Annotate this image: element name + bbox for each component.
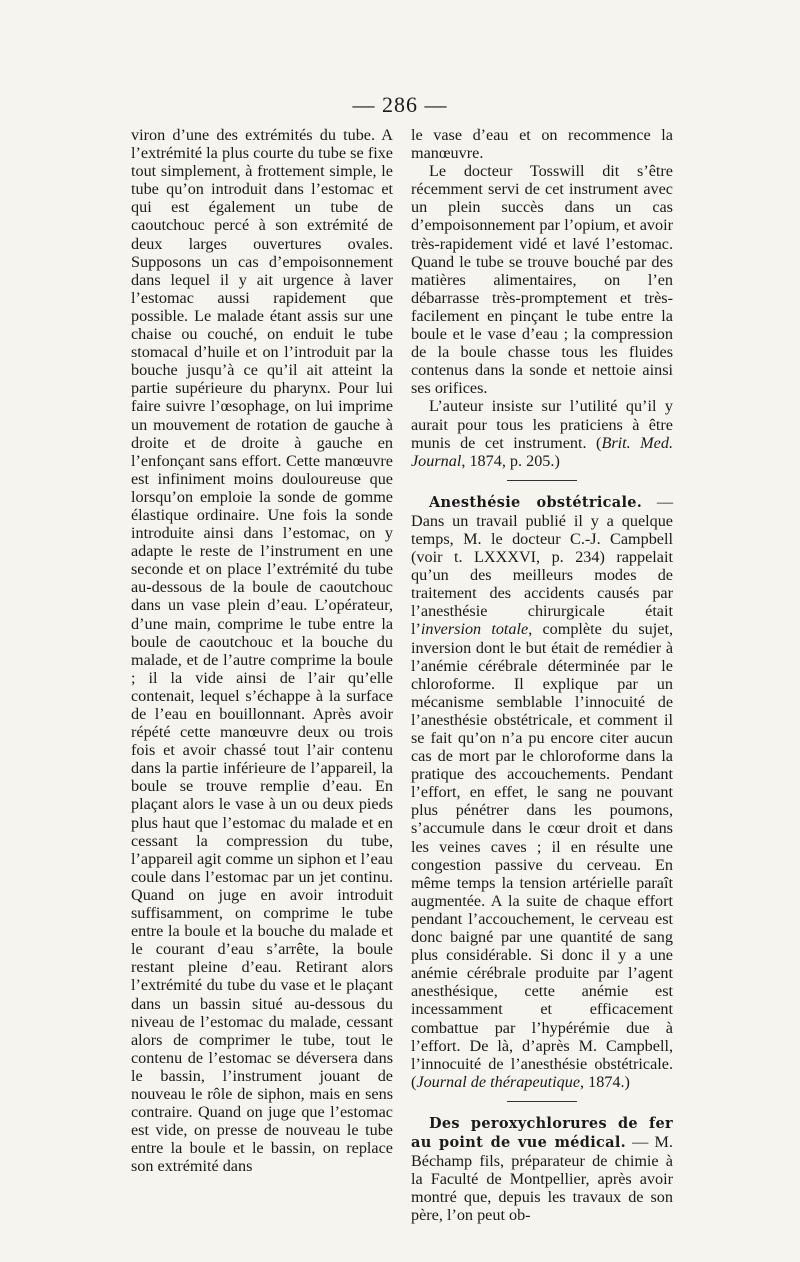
- section-text-2: , complète du sujet, inversion dont le but était de remédier à l’anémie cérébrale déterminée par le chloroforme. Il explique par un mécanisme semblable l’innocuité de l’anesthésie obstétricale, et comment il se fait qu’on n’a pu encore citer aucun cas de mort par le chloroforme dans la pratique des accouchements. Pendant l’effort, en effet, le sang ne pouvant plus pénétrer dans les poumons, s’accumule dans le cœur droit et dans les veines caves ; il en résulte une congestion passive du cerveau. En même temps la tension artérielle paraît augmentée. A la suite de chaque effort pendant l’accouchement, le cerveau est donc baigné par une quantité de sang plus considérable. Si donc il y a une anémie cérébrale produite par l’agent anesthésique, cette anémie est incessamment et efficacement combattue par l’hypérémie due à l’effort. De là, d’après M. Campbell, l’innocuité de l’anesthésie obstétricale. (: [411, 620, 673, 1091]
- left-paragraph: viron d’une des extrémités du tube. A l’extrémité la plus courte du tube se fixe tout simplement, à frottement simple, le tube qu’on introduit dans l’estomac et qui est également un tube de caoutchouc percé à son extrémité de deux larges ouvertures ovales. Supposons un cas d’empoisonnement dans lequel il y ait urgence à laver l’estomac aussi rapidement que possible. Le malade étant assis sur une chaise ou couché, on enduit le tube stomacal d’huile et on l’introduit par la bouche jusqu’à ce qu’il ait atteint la partie supérieure du pharynx. Pour lui faire suivre l’œsophage, on lui imprime un mouvement de rotation de gauche à droite et de droite à gauche en l’enfonçant sans effort. Cette manœuvre est infiniment moins douloureuse que lorsqu’on emploie la sonde de gomme élastique ordinaire. Une fois la sonde introduite ainsi dans l’estomac, on y adapte le reste de l’instrument en une seconde et on place l’extrémité du tube au-dessous de la boule de caoutchouc dans un vase plein d’eau. L’opérateur, d’une main, comprime le tube entre la boule de caoutchouc et la bouche du malade, et de l’autre comprime la boule ; il la vide ainsi de l’air qu’elle contenait, lequel s’échappe à la surface de l’eau en bouillonnant. Après avoir répété cette manœuvre deux ou trois fois et avoir chassé tout l’air contenu dans la partie inférieure de l’appareil, la boule se trouve remplie d’eau. En plaçant alors le vase à un ou deux pieds plus haut que l’estomac du malade et en cessant la compression du tube, l’appareil agit comme un siphon et l’eau coule dans l’estomac par un jet continu. Quand on juge en avoir introduit suffisamment, on comprime le tube entre la boule et la bouche du malade et le courant d’eau s’arrête, la boule restant pleine d’eau. Retirant alors l’extrémité du tube du vase et le plaçant dans un bassin situé au-dessous du niveau de l’estomac du malade, cessant alors de comprimer le tube, tout le contenu de l’estomac se déversera dans le bassin, l’instrument jouant de nouveau le rôle de siphon, mais en sens contraire. Quand on juge que l’estomac est vide, on presse de nouveau le tube entre la boule et le bassin, on replace son extrémité dans: [131, 126, 393, 1176]
- author-text: L’auteur insiste sur l’utilité qu’il y aurait pour tous les praticiens à être munis de cet instrument. (: [411, 397, 673, 452]
- page-number: — 286 —: [352, 92, 448, 117]
- section-anesthesie: [411, 493, 673, 1091]
- section-text-1: — Dans un travail publié il y a quelque temps, M. le docteur C.-J. Campbell (voir t. LXXXVI, p. 234) rappelait qu’un des meilleurs modes de traitement des accidents causés par l’anesthésie chirurgicale était l’: [411, 492, 673, 639]
- section-divider: [507, 480, 577, 481]
- reference-journal-therapeutique: Journal de thérapeutique: [416, 1072, 581, 1091]
- section-peroxychlorures: [411, 1114, 673, 1225]
- section-text-end: , 1874.): [580, 1072, 630, 1091]
- italic-inversion-totale: inversion totale: [420, 620, 529, 639]
- author-text-end: , 1874, p. 205.): [461, 451, 560, 470]
- right-paragraph-author: [411, 397, 673, 469]
- section-divider: [507, 1101, 577, 1102]
- right-paragraph-tosswill: Le docteur Tosswill dit s’être récemment servi de cet instrument avec un plein succès dans un cas d’empoisonnement par l’opium, et avoir très-rapidement vidé et lavé l’estomac. Quand le tube se trouve bouché par des matières alimentaires, on l’en débarrasse très-promptement et très-facilement en pinçant le tube entre la boule et le vase d’eau ; la compression de la boule chasse tous les fluides contenus dans la sonde et nettoie ainsi ses orifices.: [411, 162, 673, 398]
- section-text-peroxychlorures: — M. Béchamp fils, préparateur de chimie à la Faculté de Montpellier, après avoir montré que, depuis les travaux de son père, l’on peut ob-: [411, 1132, 673, 1225]
- right-column: [411, 126, 673, 1224]
- left-column: [131, 126, 393, 1175]
- right-paragraph-continuation: le vase d’eau et on recommence la manœuvre.: [411, 126, 673, 163]
- section-title-peroxychlorures: Des peroxychlorures de fer au point de vue médical.: [411, 1114, 673, 1151]
- reference-brit-med-journal: Brit. Med. Journal: [411, 433, 673, 470]
- section-title-anesthesie: Anesthésie obstétricale.: [429, 493, 643, 511]
